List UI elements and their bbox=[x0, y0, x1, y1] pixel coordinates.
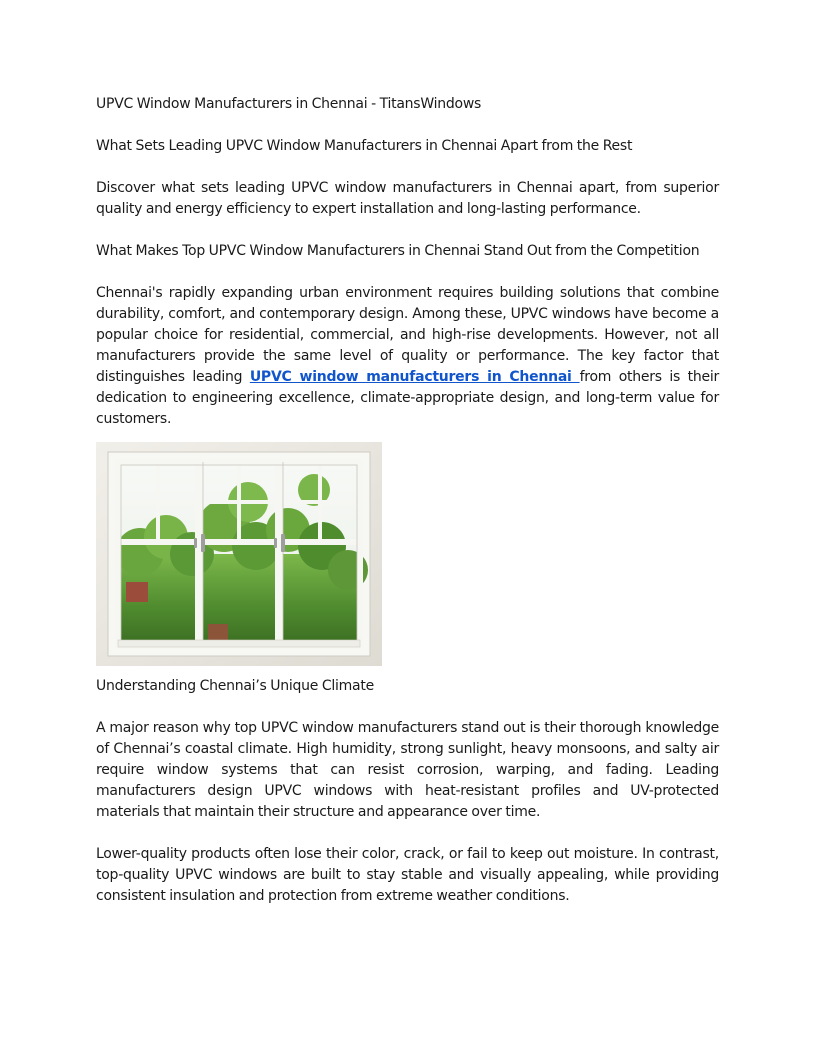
window-sill bbox=[118, 640, 360, 647]
upvc-window-photo bbox=[96, 442, 382, 666]
section2-paragraph-1: A major reason why top UPVC window manufacturers stand out is their thorough knowledge of Chennai’s coastal climate. High humidity, strong sunlight, heavy monsoons, and salty air require window systems that can resist corrosion, warping, and fading. Leading manufacturers design UPVC windows with heat-resistant profiles and UV-protected materials that maintain their structure and appearance over time. bbox=[96, 720, 719, 820]
section2-paragraph-2: Lower-quality products often lose their color, crack, or fail to keep out moisture. In contrast, top-quality UPVC windows are built to stay stable and visually appealing, while providing consistent insulation and protection from extreme weather conditions. bbox=[96, 846, 719, 904]
section1-paragraph bbox=[96, 283, 719, 430]
document-title: UPVC Window Manufacturers in Chennai - TitansWindows bbox=[96, 96, 482, 112]
intro-paragraph: Discover what sets leading UPVC window manufacturers in Chennai apart, from superior quality and energy efficiency to expert installation and long-lasting performance. bbox=[96, 180, 719, 217]
upvc-manufacturers-link[interactable]: UPVC window manufacturers in Chennai bbox=[249, 369, 580, 385]
section1-heading: What Makes Top UPVC Window Manufacturers in Chennai Stand Out from the Competition bbox=[96, 243, 700, 259]
section1-text-before-link: Chennai's rapidly expanding urban environment requires building solutions that combine durability, comfort, and contemporary design. Among these, UPVC windows have become a popular choice for residential, commercial, and high-rise developments. However, not all manufacturers provide the same level of quality or performance. The key factor that distinguishes leading bbox=[96, 285, 719, 385]
document-subtitle: What Sets Leading UPVC Window Manufacturers in Chennai Apart from the Rest bbox=[96, 138, 633, 154]
section1-text-after-link: from others is their dedication to engineering excellence, climate-appropriate design, and long-term value for customers. bbox=[96, 369, 719, 427]
document-page bbox=[96, 94, 719, 907]
section2-heading: Understanding Chennai’s Unique Climate bbox=[96, 678, 374, 694]
